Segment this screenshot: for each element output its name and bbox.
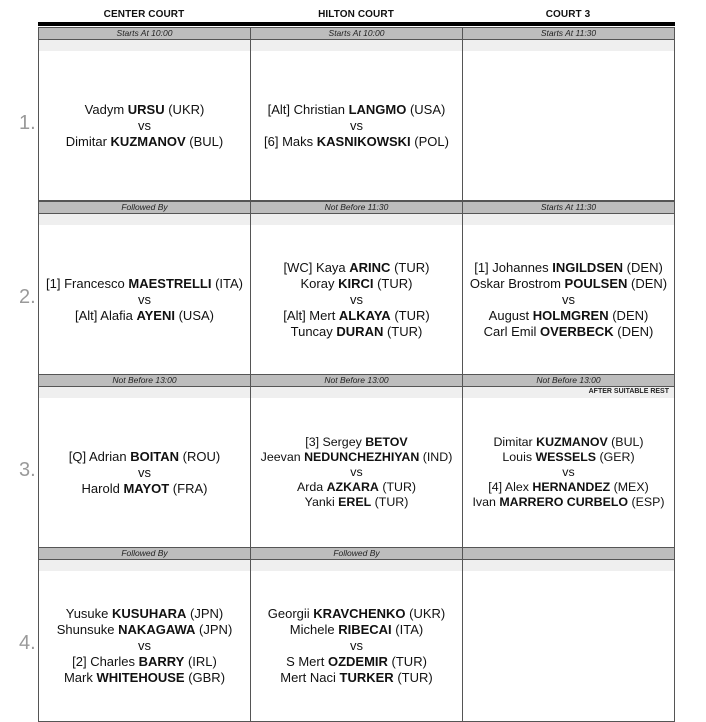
player-prefix: [Alt] Alafia bbox=[75, 307, 137, 323]
player-line bbox=[46, 276, 243, 292]
player-country: (IND) bbox=[419, 450, 453, 464]
player-country: (TUR) bbox=[378, 480, 417, 494]
player-country: (ITA) bbox=[211, 275, 243, 291]
player-country: (DEN) bbox=[623, 259, 663, 275]
header-band bbox=[39, 40, 250, 51]
match-players bbox=[251, 225, 462, 374]
match-players bbox=[463, 51, 674, 200]
header-band bbox=[251, 40, 462, 51]
player-surname: BOITAN bbox=[130, 448, 180, 464]
player-prefix: Arda bbox=[296, 480, 327, 494]
player-prefix: Yusuke bbox=[65, 606, 113, 621]
match-time-label: Followed By bbox=[39, 548, 250, 560]
player-line bbox=[85, 102, 205, 118]
player-prefix: vs bbox=[350, 638, 363, 653]
player-country: (UKR) bbox=[164, 101, 205, 117]
versus-label bbox=[138, 292, 151, 308]
match-cell bbox=[38, 547, 251, 722]
player-surname: MARRERO CURBELO bbox=[499, 495, 629, 509]
player-country: (TUR) bbox=[371, 495, 409, 509]
player-surname: ALKAYA bbox=[338, 307, 391, 323]
player-prefix: vs bbox=[562, 291, 575, 307]
header-band bbox=[39, 387, 250, 398]
player-country: (FRA) bbox=[169, 480, 208, 496]
player-prefix: Georgii bbox=[267, 606, 314, 621]
player-line bbox=[472, 495, 664, 510]
player-country: (ESP) bbox=[628, 495, 665, 509]
versus-label bbox=[350, 638, 363, 654]
header-band bbox=[39, 560, 250, 571]
match-cell bbox=[462, 547, 675, 722]
player-line bbox=[286, 654, 427, 670]
player-prefix: Louis bbox=[502, 450, 536, 464]
player-line bbox=[268, 606, 445, 622]
match-time-label: Not Before 13:00 bbox=[463, 375, 674, 387]
versus-label bbox=[562, 292, 575, 308]
player-surname: URSU bbox=[127, 101, 165, 117]
player-prefix: Dimitar bbox=[65, 133, 111, 149]
player-surname: MAYOT bbox=[123, 480, 170, 496]
player-country: (GER) bbox=[596, 450, 635, 464]
player-country: (ROU) bbox=[179, 448, 221, 464]
player-prefix: S Mert bbox=[286, 654, 328, 669]
player-line bbox=[268, 102, 446, 118]
player-prefix: vs bbox=[350, 117, 363, 133]
player-prefix: [6] Maks bbox=[264, 133, 317, 149]
column-header-center-court: CENTER COURT bbox=[103, 9, 185, 20]
player-country: (TUR) bbox=[393, 670, 433, 685]
header-band bbox=[251, 387, 462, 398]
player-prefix: [Alt] Mert bbox=[283, 307, 339, 323]
versus-label bbox=[138, 465, 151, 481]
player-line bbox=[305, 435, 407, 450]
match-cell bbox=[38, 201, 251, 375]
match-time-label: Starts At 10:00 bbox=[39, 28, 250, 40]
match-time-label: Not Before 11:30 bbox=[251, 202, 462, 214]
player-prefix: Michele bbox=[289, 622, 339, 637]
player-prefix: Jeevan bbox=[260, 450, 305, 464]
versus-label bbox=[350, 465, 362, 480]
row-number: 4. bbox=[19, 632, 36, 654]
player-country: (BUL) bbox=[607, 435, 644, 449]
player-country: (TUR) bbox=[390, 259, 430, 275]
player-country: (DEN) bbox=[608, 307, 649, 323]
player-surname: KUZMANOV bbox=[110, 133, 186, 149]
player-prefix: [2] Charles bbox=[72, 654, 139, 669]
player-surname: INGILDSEN bbox=[552, 259, 624, 275]
match-players bbox=[463, 225, 674, 374]
player-surname: HOLMGREN bbox=[532, 307, 609, 323]
match-players bbox=[39, 398, 250, 547]
match-cell bbox=[38, 27, 251, 201]
player-prefix: Vadym bbox=[84, 101, 128, 117]
player-prefix: Mert Naci bbox=[280, 670, 340, 685]
match-time-label: Not Before 13:00 bbox=[251, 375, 462, 387]
player-line bbox=[66, 134, 223, 150]
versus-label bbox=[350, 292, 363, 308]
header-band bbox=[251, 214, 462, 225]
player-line bbox=[502, 450, 634, 465]
match-players bbox=[39, 51, 250, 200]
player-country: (DEN) bbox=[627, 275, 668, 291]
player-prefix: August bbox=[488, 307, 533, 323]
match-cell bbox=[250, 547, 463, 722]
player-surname: WHITEHOUSE bbox=[96, 670, 185, 685]
player-line bbox=[470, 276, 667, 292]
match-players bbox=[463, 571, 674, 721]
match-time-label: Starts At 10:00 bbox=[251, 28, 462, 40]
match-time-label: Starts At 11:30 bbox=[463, 202, 674, 214]
player-line bbox=[297, 480, 416, 495]
player-country: (UKR) bbox=[405, 606, 446, 621]
player-prefix: Harold bbox=[81, 480, 124, 496]
match-cell bbox=[462, 27, 675, 201]
player-line bbox=[72, 654, 217, 670]
player-surname: KIRCI bbox=[338, 275, 374, 291]
match-cell bbox=[462, 201, 675, 375]
column-header-hilton-court: HILTON COURT bbox=[318, 9, 394, 20]
player-line bbox=[290, 622, 423, 638]
player-surname: OVERBECK bbox=[539, 323, 614, 339]
player-surname: WESSELS bbox=[535, 450, 597, 464]
versus-label bbox=[138, 638, 151, 654]
player-prefix: Dimitar bbox=[493, 435, 537, 449]
player-surname: NEDUNCHEZHIYAN bbox=[304, 450, 420, 464]
player-line bbox=[493, 435, 643, 450]
player-line bbox=[305, 495, 409, 510]
match-players bbox=[251, 398, 462, 547]
header-band bbox=[463, 560, 674, 571]
player-prefix: vs bbox=[138, 291, 151, 307]
header-divider bbox=[38, 22, 675, 26]
player-country: (USA) bbox=[406, 101, 446, 117]
player-country: (TUR) bbox=[373, 275, 413, 291]
player-prefix: vs bbox=[562, 465, 575, 479]
player-country: (DEN) bbox=[613, 323, 654, 339]
match-note: AFTER SUITABLE REST bbox=[588, 388, 669, 395]
player-line bbox=[64, 670, 225, 686]
row-number: 3. bbox=[19, 459, 36, 481]
versus-label bbox=[350, 118, 363, 134]
player-prefix: [WC] Kaya bbox=[283, 259, 350, 275]
player-surname: KUZMANOV bbox=[536, 435, 608, 449]
player-line bbox=[291, 324, 423, 340]
header-band bbox=[463, 214, 674, 225]
player-prefix: Oskar Brostrom bbox=[469, 275, 565, 291]
player-country: (GBR) bbox=[184, 670, 226, 685]
player-country: (IRL) bbox=[184, 654, 217, 669]
row-number: 1. bbox=[19, 112, 36, 134]
match-players bbox=[251, 571, 462, 721]
player-country: (MEX) bbox=[610, 480, 649, 494]
match-cell bbox=[250, 201, 463, 375]
match-cell bbox=[38, 374, 251, 548]
player-country: (POL) bbox=[410, 133, 449, 149]
header-band bbox=[39, 214, 250, 225]
player-country: (ITA) bbox=[391, 622, 424, 637]
player-surname: KUSUHARA bbox=[112, 606, 187, 621]
player-prefix: vs bbox=[350, 291, 363, 307]
player-surname: ARINC bbox=[349, 259, 391, 275]
player-prefix: [1] Johannes bbox=[474, 259, 553, 275]
player-prefix: vs bbox=[138, 117, 151, 133]
player-surname: BARRY bbox=[138, 654, 185, 669]
player-prefix: Mark bbox=[63, 670, 97, 685]
match-cell bbox=[250, 27, 463, 201]
player-line bbox=[489, 308, 649, 324]
player-prefix: [4] Alex bbox=[488, 480, 533, 494]
player-country: (JPN) bbox=[186, 606, 224, 621]
match-players bbox=[39, 225, 250, 374]
player-country: (USA) bbox=[174, 307, 214, 323]
match-players bbox=[251, 51, 462, 200]
column-header-court-3: COURT 3 bbox=[545, 9, 591, 20]
player-surname: TURKER bbox=[339, 670, 394, 685]
player-surname: NAKAGAWA bbox=[118, 622, 196, 637]
player-line bbox=[474, 260, 663, 276]
player-prefix: vs bbox=[138, 638, 151, 653]
player-line bbox=[75, 308, 214, 324]
versus-label bbox=[562, 465, 574, 480]
player-surname: OZDEMIR bbox=[327, 654, 388, 669]
player-country: (JPN) bbox=[195, 622, 233, 637]
match-time-label bbox=[463, 548, 674, 560]
match-cell bbox=[462, 374, 675, 548]
player-prefix: Carl Emil bbox=[483, 323, 540, 339]
player-surname: AYENI bbox=[136, 307, 175, 323]
player-prefix: vs bbox=[350, 465, 363, 479]
match-time-label: Followed By bbox=[251, 548, 462, 560]
player-surname: MAESTRELLI bbox=[128, 275, 212, 291]
player-line bbox=[57, 622, 233, 638]
player-surname: EREL bbox=[338, 495, 372, 509]
player-prefix: Shunsuke bbox=[56, 622, 119, 637]
player-country: (BUL) bbox=[185, 133, 224, 149]
player-surname: POULSEN bbox=[564, 275, 628, 291]
player-prefix: vs bbox=[138, 464, 151, 480]
player-surname: BETOV bbox=[365, 435, 408, 449]
player-surname: DURAN bbox=[336, 323, 384, 339]
player-line bbox=[283, 308, 429, 324]
player-prefix: [Alt] Christian bbox=[267, 101, 349, 117]
match-players bbox=[39, 571, 250, 721]
player-surname: AZKARA bbox=[326, 480, 379, 494]
player-prefix: Tuncay bbox=[290, 323, 337, 339]
player-line bbox=[301, 276, 413, 292]
player-line bbox=[261, 450, 453, 465]
player-prefix: Koray bbox=[300, 275, 339, 291]
player-line bbox=[484, 324, 654, 340]
player-line bbox=[488, 480, 648, 495]
match-time-label: Followed By bbox=[39, 202, 250, 214]
match-cell bbox=[250, 374, 463, 548]
player-country: (TUR) bbox=[383, 323, 423, 339]
match-time-label: Not Before 13:00 bbox=[39, 375, 250, 387]
player-line bbox=[69, 449, 220, 465]
player-country: (TUR) bbox=[387, 654, 427, 669]
player-prefix: [1] Francesco bbox=[46, 275, 129, 291]
player-surname: LANGMO bbox=[348, 101, 407, 117]
versus-label bbox=[138, 118, 151, 134]
player-prefix: [3] Sergey bbox=[305, 435, 366, 449]
player-surname: RIBECAI bbox=[338, 622, 392, 637]
header-band bbox=[251, 560, 462, 571]
player-surname: HERNANDEZ bbox=[532, 480, 611, 494]
player-line bbox=[284, 260, 430, 276]
player-prefix: Yanki bbox=[304, 495, 339, 509]
player-line bbox=[280, 670, 432, 686]
match-players bbox=[463, 398, 674, 547]
row-number: 2. bbox=[19, 286, 36, 308]
player-line bbox=[264, 134, 449, 150]
player-surname: KRAVCHENKO bbox=[313, 606, 406, 621]
player-prefix: Ivan bbox=[472, 495, 500, 509]
player-country: (TUR) bbox=[390, 307, 430, 323]
player-line bbox=[66, 606, 224, 622]
player-prefix: [Q] Adrian bbox=[68, 448, 131, 464]
player-surname: KASNIKOWSKI bbox=[316, 133, 411, 149]
match-time-label: Starts At 11:30 bbox=[463, 28, 674, 40]
player-line bbox=[82, 481, 208, 497]
header-band bbox=[463, 40, 674, 51]
